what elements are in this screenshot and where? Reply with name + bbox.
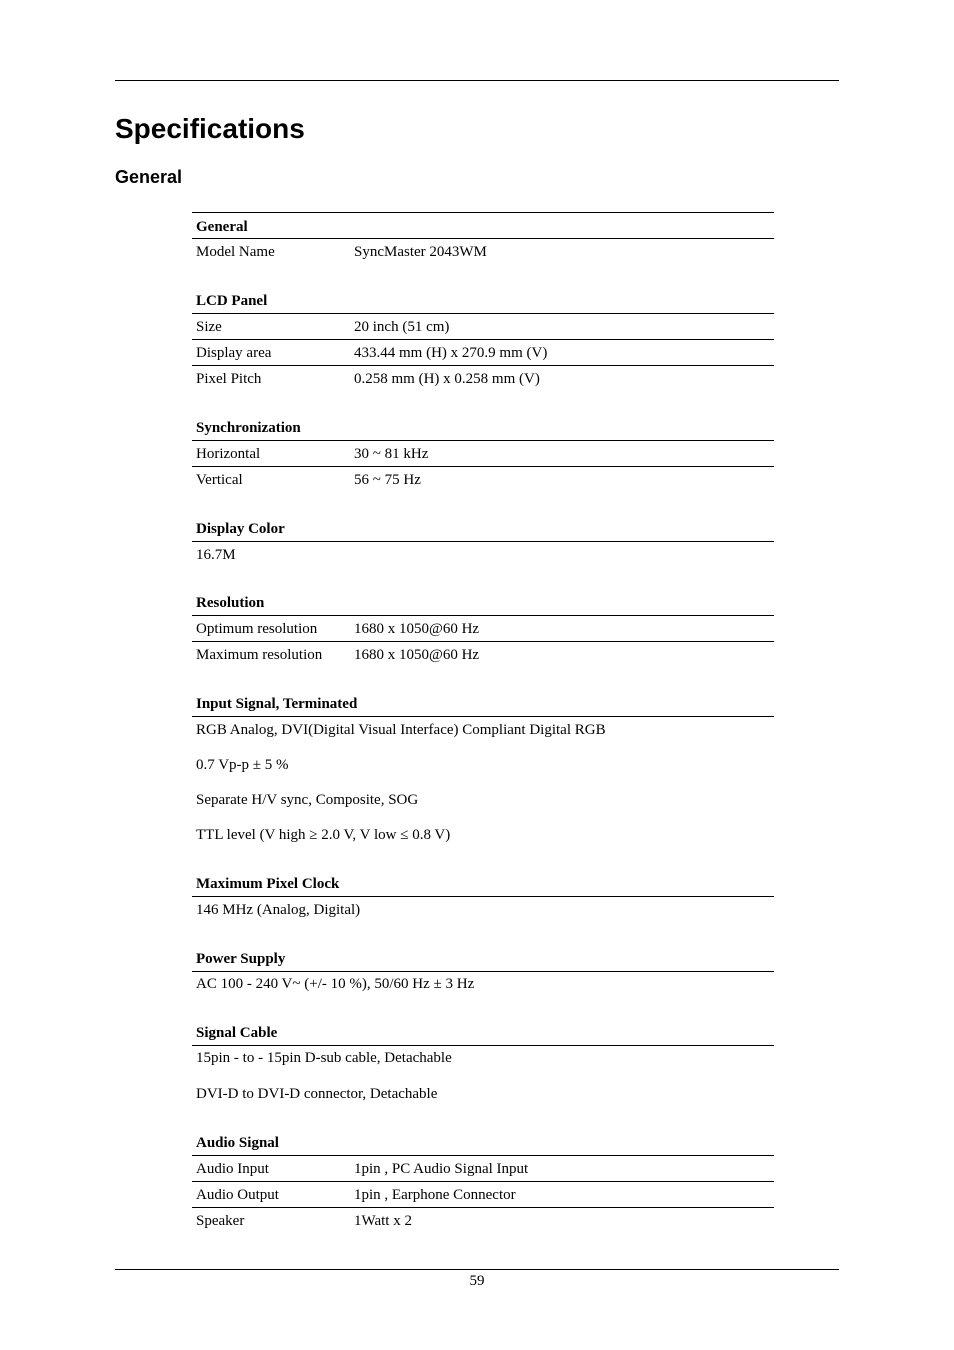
spec-line: 15pin - to - 15pin D-sub cable, Detachable	[196, 1050, 452, 1066]
spec-line: Separate H/V sync, Composite, SOG	[196, 792, 419, 808]
group-header-display-color: Display Color	[192, 515, 774, 542]
group-header-max-pixel-clock: Maximum Pixel Clock	[192, 870, 774, 897]
spec-line: DVI-D to DVI-D connector, Detachable	[196, 1086, 438, 1102]
spec-value: 1680 x 1050@60 Hz	[354, 647, 480, 663]
footer-rule	[115, 1269, 839, 1270]
spec-value: 20 inch (51 cm)	[354, 319, 450, 335]
page-title: Specifications	[115, 113, 305, 144]
spec-label: Display area	[196, 345, 272, 361]
spec-line: 0.7 Vp-p ± 5 %	[196, 757, 289, 773]
spec-label: Optimum resolution	[196, 621, 318, 637]
spec-row	[192, 340, 774, 366]
spec-label: Horizontal	[196, 446, 261, 462]
spec-value: 1pin , Earphone Connector	[354, 1187, 516, 1203]
group-header-audio-signal: Audio Signal	[192, 1129, 774, 1156]
spec-line: AC 100 - 240 V~ (+/- 10 %), 50/60 Hz ± 3 Hz	[196, 976, 475, 992]
spec-row	[192, 642, 774, 668]
spec-row	[192, 1156, 774, 1182]
spec-row	[192, 441, 774, 467]
group-header-power-supply: Power Supply	[192, 945, 774, 972]
spec-value: 56 ~ 75 Hz	[354, 472, 421, 488]
spec-row	[192, 1182, 774, 1208]
header-rule	[115, 80, 839, 81]
spec-label: Model Name	[196, 244, 275, 260]
spec-row	[192, 366, 774, 392]
spec-row	[192, 314, 774, 340]
spec-table	[192, 212, 774, 1232]
spec-value: 1pin , PC Audio Signal Input	[354, 1161, 529, 1177]
group-header-synchronization: Synchronization	[192, 414, 774, 441]
spec-row	[192, 1208, 774, 1234]
spec-row	[192, 467, 774, 493]
spec-line: 16.7M	[196, 547, 236, 563]
group-header-general: General	[192, 212, 774, 239]
section-title: General	[115, 167, 183, 187]
spec-label: Vertical	[196, 472, 243, 488]
spec-value: 1Watt x 2	[354, 1213, 412, 1229]
group-header-signal-cable: Signal Cable	[192, 1019, 774, 1046]
group-header-resolution: Resolution	[192, 589, 774, 616]
spec-line: TTL level (V high ≥ 2.0 V, V low ≤ 0.8 V)	[196, 827, 451, 843]
spec-row	[192, 239, 774, 265]
page-number: 59	[469, 1273, 485, 1289]
spec-label: Pixel Pitch	[196, 371, 262, 387]
spec-label: Audio Input	[196, 1161, 269, 1177]
spec-label: Maximum resolution	[196, 647, 323, 663]
spec-line: 146 MHz (Analog, Digital)	[196, 902, 361, 918]
spec-value: 0.258 mm (H) x 0.258 mm (V)	[354, 371, 540, 387]
spec-line: RGB Analog, DVI(Digital Visual Interface) Compliant Digital RGB	[196, 722, 606, 738]
spec-value: 1680 x 1050@60 Hz	[354, 621, 480, 637]
group-header-input-signal: Input Signal, Terminated	[192, 690, 774, 717]
spec-label: Size	[196, 319, 222, 335]
spec-value: 30 ~ 81 kHz	[354, 446, 429, 462]
spec-row	[192, 616, 774, 642]
spec-value: SyncMaster 2043WM	[354, 244, 487, 260]
spec-label: Audio Output	[196, 1187, 279, 1203]
group-header-lcd-panel: LCD Panel	[192, 287, 774, 314]
spec-label: Speaker	[196, 1213, 245, 1229]
spec-value: 433.44 mm (H) x 270.9 mm (V)	[354, 345, 548, 361]
